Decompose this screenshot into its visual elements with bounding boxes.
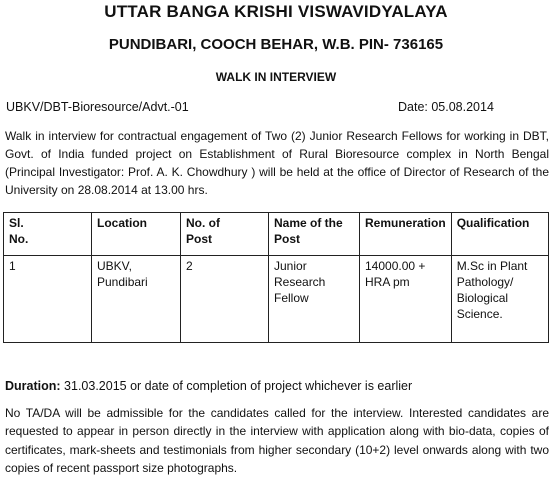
cell-remuneration: 14000.00 + HRA pm: [360, 256, 452, 343]
intro-line: University on 28.08.2014 at 13.00 hrs.: [5, 183, 208, 197]
header-location: Location: [92, 213, 181, 256]
university-address: PUNDIBARI, COOCH BEHAR, W.B. PIN- 736165: [108, 36, 444, 53]
notes-line: No TA/DA will be admissible for the candidates called for the interview. Interested candidates are: [5, 406, 549, 420]
header-sl-no: Sl. No.: [4, 213, 92, 256]
notes-line: certificates, mark-sheets and testimonials from higher secondary (10+2) level onwards along with two: [5, 442, 549, 457]
notes-line: copies of recent passport size photographs.: [5, 460, 238, 475]
reference-number: UBKV/DBT-Bioresource/Advt.-01: [6, 100, 189, 114]
duration-line: [5, 379, 412, 393]
header-qualification: Qualification: [451, 213, 548, 256]
cell-no-of-post: 2: [181, 256, 269, 343]
notice-date: Date: 05.08.2014: [398, 100, 494, 114]
header-name-of-post: Name of the Post: [269, 213, 360, 256]
intro-line: Walk in interview for contractual engagement of Two (2) Junior Research Fellows for working in DBT,: [5, 129, 549, 143]
intro-paragraph: [5, 127, 549, 199]
cell-location: UBKV, Pundibari: [92, 256, 181, 343]
intro-line: Govt. of India funded project on Establishment of Rural Bioresource complex in North Bengal: [5, 147, 549, 161]
notes-line: requested to appear in person directly in the interview with application along with bio-data, copies of: [5, 424, 549, 439]
cell-sl-no: 1: [4, 256, 92, 343]
university-name: UTTAR BANGA KRISHI VISWAVIDYALAYA: [104, 2, 448, 21]
duration-text: 31.03.2015 or date of completion of project whichever is earlier: [60, 379, 413, 393]
header-remuneration: Remuneration: [360, 213, 452, 256]
header-no-of-post: No. of Post: [181, 213, 269, 256]
cell-qualification: M.Sc in Plant Pathology/ Biological Science.: [451, 256, 548, 343]
intro-line: (Principal Investigator: Prof. A. K. Chowdhury ) will be held at the office of Director of Research of the: [5, 165, 549, 179]
posts-table: [3, 212, 549, 343]
notice-title: WALK IN INTERVIEW: [215, 70, 337, 84]
duration-label: Duration:: [5, 379, 61, 393]
table-row: [4, 256, 549, 343]
cell-name-of-post: Junior Research Fellow: [269, 256, 360, 343]
notes-paragraph: [5, 404, 549, 477]
table-header-row: [4, 213, 549, 256]
